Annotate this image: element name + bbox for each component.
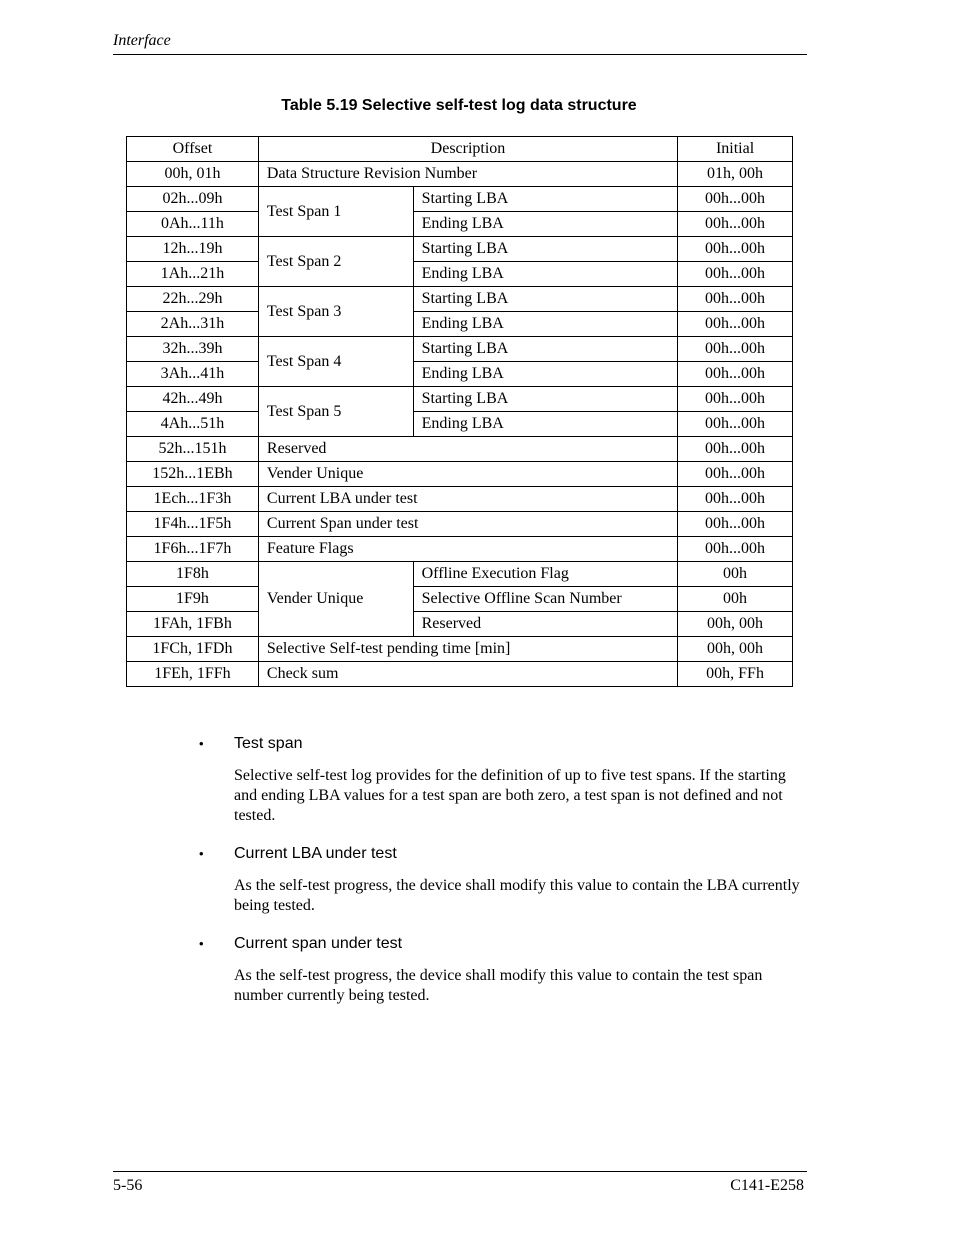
offset-cell: 1F4h...1F5h bbox=[127, 512, 259, 537]
initial-cell: 00h...00h bbox=[678, 262, 793, 287]
group-cell: Test Span 5 bbox=[258, 387, 413, 437]
table-row bbox=[127, 262, 793, 287]
item-cell: Starting LBA bbox=[413, 187, 677, 212]
description-cell: Current LBA under test bbox=[258, 487, 677, 512]
initial-cell: 00h...00h bbox=[678, 412, 793, 437]
body-sections bbox=[199, 733, 809, 1023]
document-id: C141-E258 bbox=[730, 1177, 804, 1194]
running-header: Interface bbox=[113, 32, 171, 49]
initial-cell: 00h...00h bbox=[678, 387, 793, 412]
description-cell: Data Structure Revision Number bbox=[258, 162, 677, 187]
item-cell: Starting LBA bbox=[413, 387, 677, 412]
table-row bbox=[127, 237, 793, 262]
section-paragraph: As the self-test progress, the device shall modify this value to contain the LBA currently being tested. bbox=[234, 877, 800, 914]
offset-cell: 00h, 01h bbox=[127, 162, 259, 187]
offset-cell: 32h...39h bbox=[127, 337, 259, 362]
item-cell: Ending LBA bbox=[413, 212, 677, 237]
item-cell: Ending LBA bbox=[413, 412, 677, 437]
bullet-glyph: • bbox=[199, 846, 204, 861]
section-heading-current-span bbox=[199, 933, 809, 955]
table-row bbox=[127, 437, 793, 462]
header-rule bbox=[113, 54, 807, 55]
table-row bbox=[127, 587, 793, 612]
offset-cell: 1F9h bbox=[127, 587, 259, 612]
section-heading-text: Current LBA under test bbox=[234, 845, 397, 862]
offset-cell: 1F8h bbox=[127, 562, 259, 587]
offset-cell: 1FCh, 1FDh bbox=[127, 637, 259, 662]
initial-cell: 00h...00h bbox=[678, 237, 793, 262]
table-row bbox=[127, 187, 793, 212]
offset-cell: 1Ech...1F3h bbox=[127, 487, 259, 512]
table-row bbox=[127, 162, 793, 187]
description-cell: Vender Unique bbox=[258, 462, 677, 487]
offset-cell: 22h...29h bbox=[127, 287, 259, 312]
offset-cell: 02h...09h bbox=[127, 187, 259, 212]
offset-cell: 0Ah...11h bbox=[127, 212, 259, 237]
section-heading-current-lba bbox=[199, 843, 809, 865]
initial-cell: 00h...00h bbox=[678, 312, 793, 337]
item-cell: Starting LBA bbox=[413, 337, 677, 362]
initial-cell: 00h...00h bbox=[678, 437, 793, 462]
section-heading-text: Test span bbox=[234, 735, 303, 752]
offset-cell: 42h...49h bbox=[127, 387, 259, 412]
section-paragraph: Selective self-test log provides for the definition of up to five test spans. If the starting and ending LBA values for a test span are both zero, a test span is not defined and not tested. bbox=[234, 767, 786, 824]
offset-cell: 4Ah...51h bbox=[127, 412, 259, 437]
table-row bbox=[127, 412, 793, 437]
group-cell: Test Span 2 bbox=[258, 237, 413, 287]
description-cell: Check sum bbox=[258, 662, 677, 687]
item-cell: Ending LBA bbox=[413, 262, 677, 287]
header-initial: Initial bbox=[678, 137, 793, 162]
description-cell: Selective Self-test pending time [min] bbox=[258, 637, 677, 662]
offset-cell: 1FEh, 1FFh bbox=[127, 662, 259, 687]
section-paragraph: As the self-test progress, the device shall modify this value to contain the test span number currently being tested. bbox=[234, 967, 763, 1004]
header-offset: Offset bbox=[127, 137, 259, 162]
initial-cell: 00h bbox=[678, 562, 793, 587]
table-row bbox=[127, 612, 793, 637]
group-cell: Test Span 1 bbox=[258, 187, 413, 237]
table-row bbox=[127, 462, 793, 487]
offset-cell: 1F6h...1F7h bbox=[127, 537, 259, 562]
section-heading-test-span bbox=[199, 733, 809, 755]
table-title: Table 5.19 Selective self-test log data structure bbox=[281, 97, 637, 114]
offset-cell: 3Ah...41h bbox=[127, 362, 259, 387]
offset-cell: 2Ah...31h bbox=[127, 312, 259, 337]
item-cell: Selective Offline Scan Number bbox=[413, 587, 677, 612]
initial-cell: 00h...00h bbox=[678, 512, 793, 537]
page-number: 5-56 bbox=[113, 1177, 143, 1194]
table-row bbox=[127, 212, 793, 237]
initial-cell: 00h...00h bbox=[678, 487, 793, 512]
initial-cell: 00h...00h bbox=[678, 212, 793, 237]
offset-cell: 152h...1EBh bbox=[127, 462, 259, 487]
initial-cell: 00h, 00h bbox=[678, 612, 793, 637]
table-row bbox=[127, 312, 793, 337]
initial-cell: 00h, 00h bbox=[678, 637, 793, 662]
initial-cell: 01h, 00h bbox=[678, 162, 793, 187]
table-row bbox=[127, 562, 793, 587]
header-description: Description bbox=[258, 137, 677, 162]
self-test-log-table bbox=[126, 136, 793, 687]
item-cell: Reserved bbox=[413, 612, 677, 637]
item-cell: Starting LBA bbox=[413, 287, 677, 312]
item-cell: Offline Execution Flag bbox=[413, 562, 677, 587]
table-row bbox=[127, 637, 793, 662]
table-row bbox=[127, 387, 793, 412]
initial-cell: 00h...00h bbox=[678, 337, 793, 362]
table-row bbox=[127, 287, 793, 312]
offset-cell: 1FAh, 1FBh bbox=[127, 612, 259, 637]
initial-cell: 00h...00h bbox=[678, 462, 793, 487]
offset-cell: 52h...151h bbox=[127, 437, 259, 462]
description-cell: Feature Flags bbox=[258, 537, 677, 562]
table-row bbox=[127, 487, 793, 512]
table-header-row bbox=[127, 137, 793, 162]
group-cell: Test Span 3 bbox=[258, 287, 413, 337]
initial-cell: 00h...00h bbox=[678, 187, 793, 212]
item-cell: Starting LBA bbox=[413, 237, 677, 262]
section-heading-text: Current span under test bbox=[234, 935, 403, 952]
group-cell: Test Span 4 bbox=[258, 337, 413, 387]
initial-cell: 00h, FFh bbox=[678, 662, 793, 687]
description-cell: Current Span under test bbox=[258, 512, 677, 537]
table-row bbox=[127, 512, 793, 537]
footer-rule bbox=[113, 1171, 807, 1172]
item-cell: Ending LBA bbox=[413, 362, 677, 387]
table-row bbox=[127, 337, 793, 362]
initial-cell: 00h bbox=[678, 587, 793, 612]
description-cell: Reserved bbox=[258, 437, 677, 462]
item-cell: Ending LBA bbox=[413, 312, 677, 337]
offset-cell: 12h...19h bbox=[127, 237, 259, 262]
initial-cell: 00h...00h bbox=[678, 362, 793, 387]
table-row bbox=[127, 362, 793, 387]
offset-cell: 1Ah...21h bbox=[127, 262, 259, 287]
bullet-glyph: • bbox=[199, 936, 204, 951]
group-cell: Vender Unique bbox=[258, 562, 413, 637]
initial-cell: 00h...00h bbox=[678, 287, 793, 312]
bullet-glyph: • bbox=[199, 736, 204, 751]
table-row bbox=[127, 662, 793, 687]
initial-cell: 00h...00h bbox=[678, 537, 793, 562]
table-row bbox=[127, 537, 793, 562]
